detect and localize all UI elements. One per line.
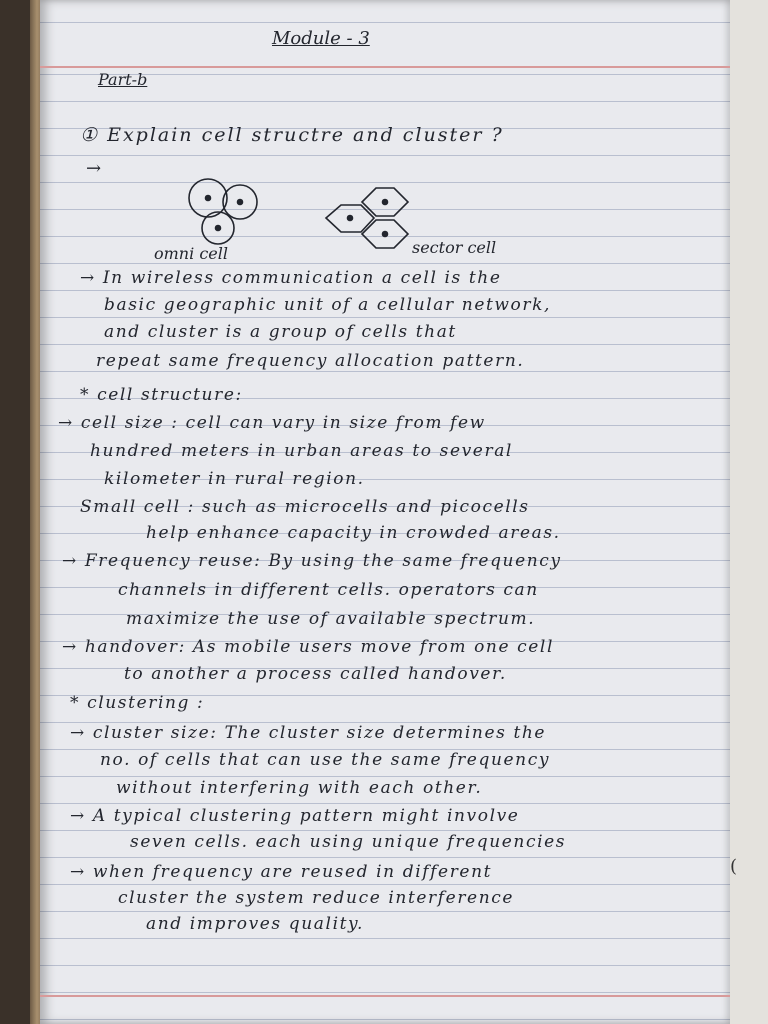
note-line: → A typical clustering pattern might involve bbox=[70, 806, 520, 826]
note-line: channels in different cells. operators can bbox=[118, 580, 539, 600]
note-line: seven cells. each using unique frequencies bbox=[130, 832, 567, 852]
note-line: → Frequency reuse: By using the same frequency bbox=[62, 551, 562, 571]
note-line: and cluster is a group of cells that bbox=[104, 322, 457, 342]
note-line: Small cell : such as microcells and picocells bbox=[80, 497, 530, 517]
note-line: and improves quality. bbox=[146, 914, 364, 934]
page-edge-mark: ( bbox=[730, 856, 738, 877]
note-line: hundred meters in urban areas to several bbox=[90, 441, 513, 461]
module-heading: Module - 3 bbox=[272, 28, 370, 49]
omni-cell-figure bbox=[189, 179, 257, 244]
note-line: → handover: As mobile users move from one cell bbox=[62, 637, 554, 657]
note-line: → In wireless communication a cell is the bbox=[80, 268, 502, 288]
cell-diagram bbox=[180, 170, 440, 250]
part-label: Part-b bbox=[98, 70, 148, 89]
note-line: basic geographic unit of a cellular network, bbox=[104, 295, 552, 315]
note-line: * clustering : bbox=[70, 693, 205, 713]
bottom-margin-line bbox=[40, 995, 730, 997]
note-line: → when frequency are reused in different bbox=[70, 862, 493, 882]
note-line: without interfering with each other. bbox=[116, 778, 483, 798]
question-title: ① Explain cell structre and cluster ? bbox=[80, 124, 504, 146]
note-line: cluster the system reduce interference bbox=[118, 888, 515, 908]
top-margin-line bbox=[40, 66, 730, 68]
note-line: to another a process called handover. bbox=[124, 664, 507, 684]
note-line: → cell size : cell can vary in size from few bbox=[58, 413, 486, 433]
note-line: → cluster size: The cluster size determines the bbox=[70, 723, 547, 743]
note-line: help enhance capacity in crowded areas. bbox=[146, 523, 561, 543]
note-line: * cell structure: bbox=[80, 385, 243, 405]
sector-cell-caption: sector cell bbox=[412, 238, 497, 257]
sector-cell-figure bbox=[326, 188, 408, 248]
note-line: no. of cells that can use the same frequency bbox=[100, 750, 551, 770]
note-line: repeat same frequency allocation pattern. bbox=[96, 351, 525, 371]
omni-cell-caption: omni cell bbox=[154, 244, 228, 263]
note-line: kilometer in rural region. bbox=[104, 469, 365, 489]
answer-arrow: → bbox=[86, 158, 103, 179]
note-line: maximize the use of available spectrum. bbox=[126, 609, 536, 629]
